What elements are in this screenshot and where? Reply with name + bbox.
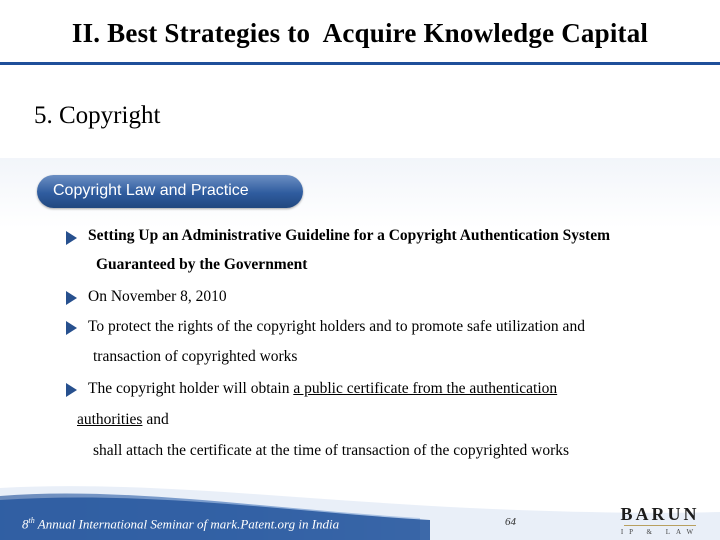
barun-logo bbox=[618, 504, 702, 540]
title-underline bbox=[0, 62, 720, 65]
logo-divider bbox=[624, 525, 696, 526]
bullet-4-line-2 bbox=[77, 411, 169, 429]
section-heading: 5. Copyright bbox=[34, 102, 161, 129]
bullet-4-underlined-text: a public certificate from the authentication bbox=[293, 380, 558, 397]
logo-subtitle: IP & LAW bbox=[620, 528, 700, 536]
footer-seminar-name: Annual International Seminar of mark.Patent.org in India bbox=[34, 516, 340, 532]
footer-ordinal: 8 bbox=[22, 516, 29, 532]
logo-name: BARUN bbox=[620, 504, 700, 524]
page-number: 64 bbox=[505, 516, 516, 528]
triangle-bullet-icon bbox=[66, 291, 77, 305]
bullet-1-line-2: Guaranteed by the Government bbox=[96, 256, 308, 273]
footer-seminar-text bbox=[22, 516, 339, 532]
section-pill bbox=[37, 175, 303, 208]
bullet-2-line-1: On November 8, 2010 bbox=[88, 288, 227, 305]
bullet-3-line-2: transaction of copyrighted works bbox=[93, 348, 298, 365]
triangle-bullet-icon bbox=[66, 231, 77, 245]
section-pill-label: Copyright Law and Practice bbox=[53, 182, 249, 199]
bullet-4-line-1 bbox=[88, 380, 557, 398]
bullet-4-line-1-prefix: The copyright holder will obtain bbox=[88, 380, 294, 397]
bullet-3-line-1: To protect the rights of the copyright holders and to promote safe utilization and bbox=[88, 318, 585, 335]
bullet-4-underlined-authorities: authorities bbox=[77, 411, 143, 428]
triangle-bullet-icon bbox=[66, 321, 77, 335]
bullet-4-line-3: shall attach the certificate at the time of transaction of the copyrighted works bbox=[93, 442, 570, 459]
footer-ordinal-suffix: th bbox=[28, 516, 35, 525]
slide-title: II. Best Strategies to Acquire Knowledge Capital bbox=[71, 18, 649, 48]
bullet-1-line-1: Setting Up an Administrative Guideline for a Copyright Authentication System bbox=[88, 227, 611, 244]
bullet-4-line-2-suffix: and bbox=[142, 411, 169, 428]
triangle-bullet-icon bbox=[66, 383, 77, 397]
